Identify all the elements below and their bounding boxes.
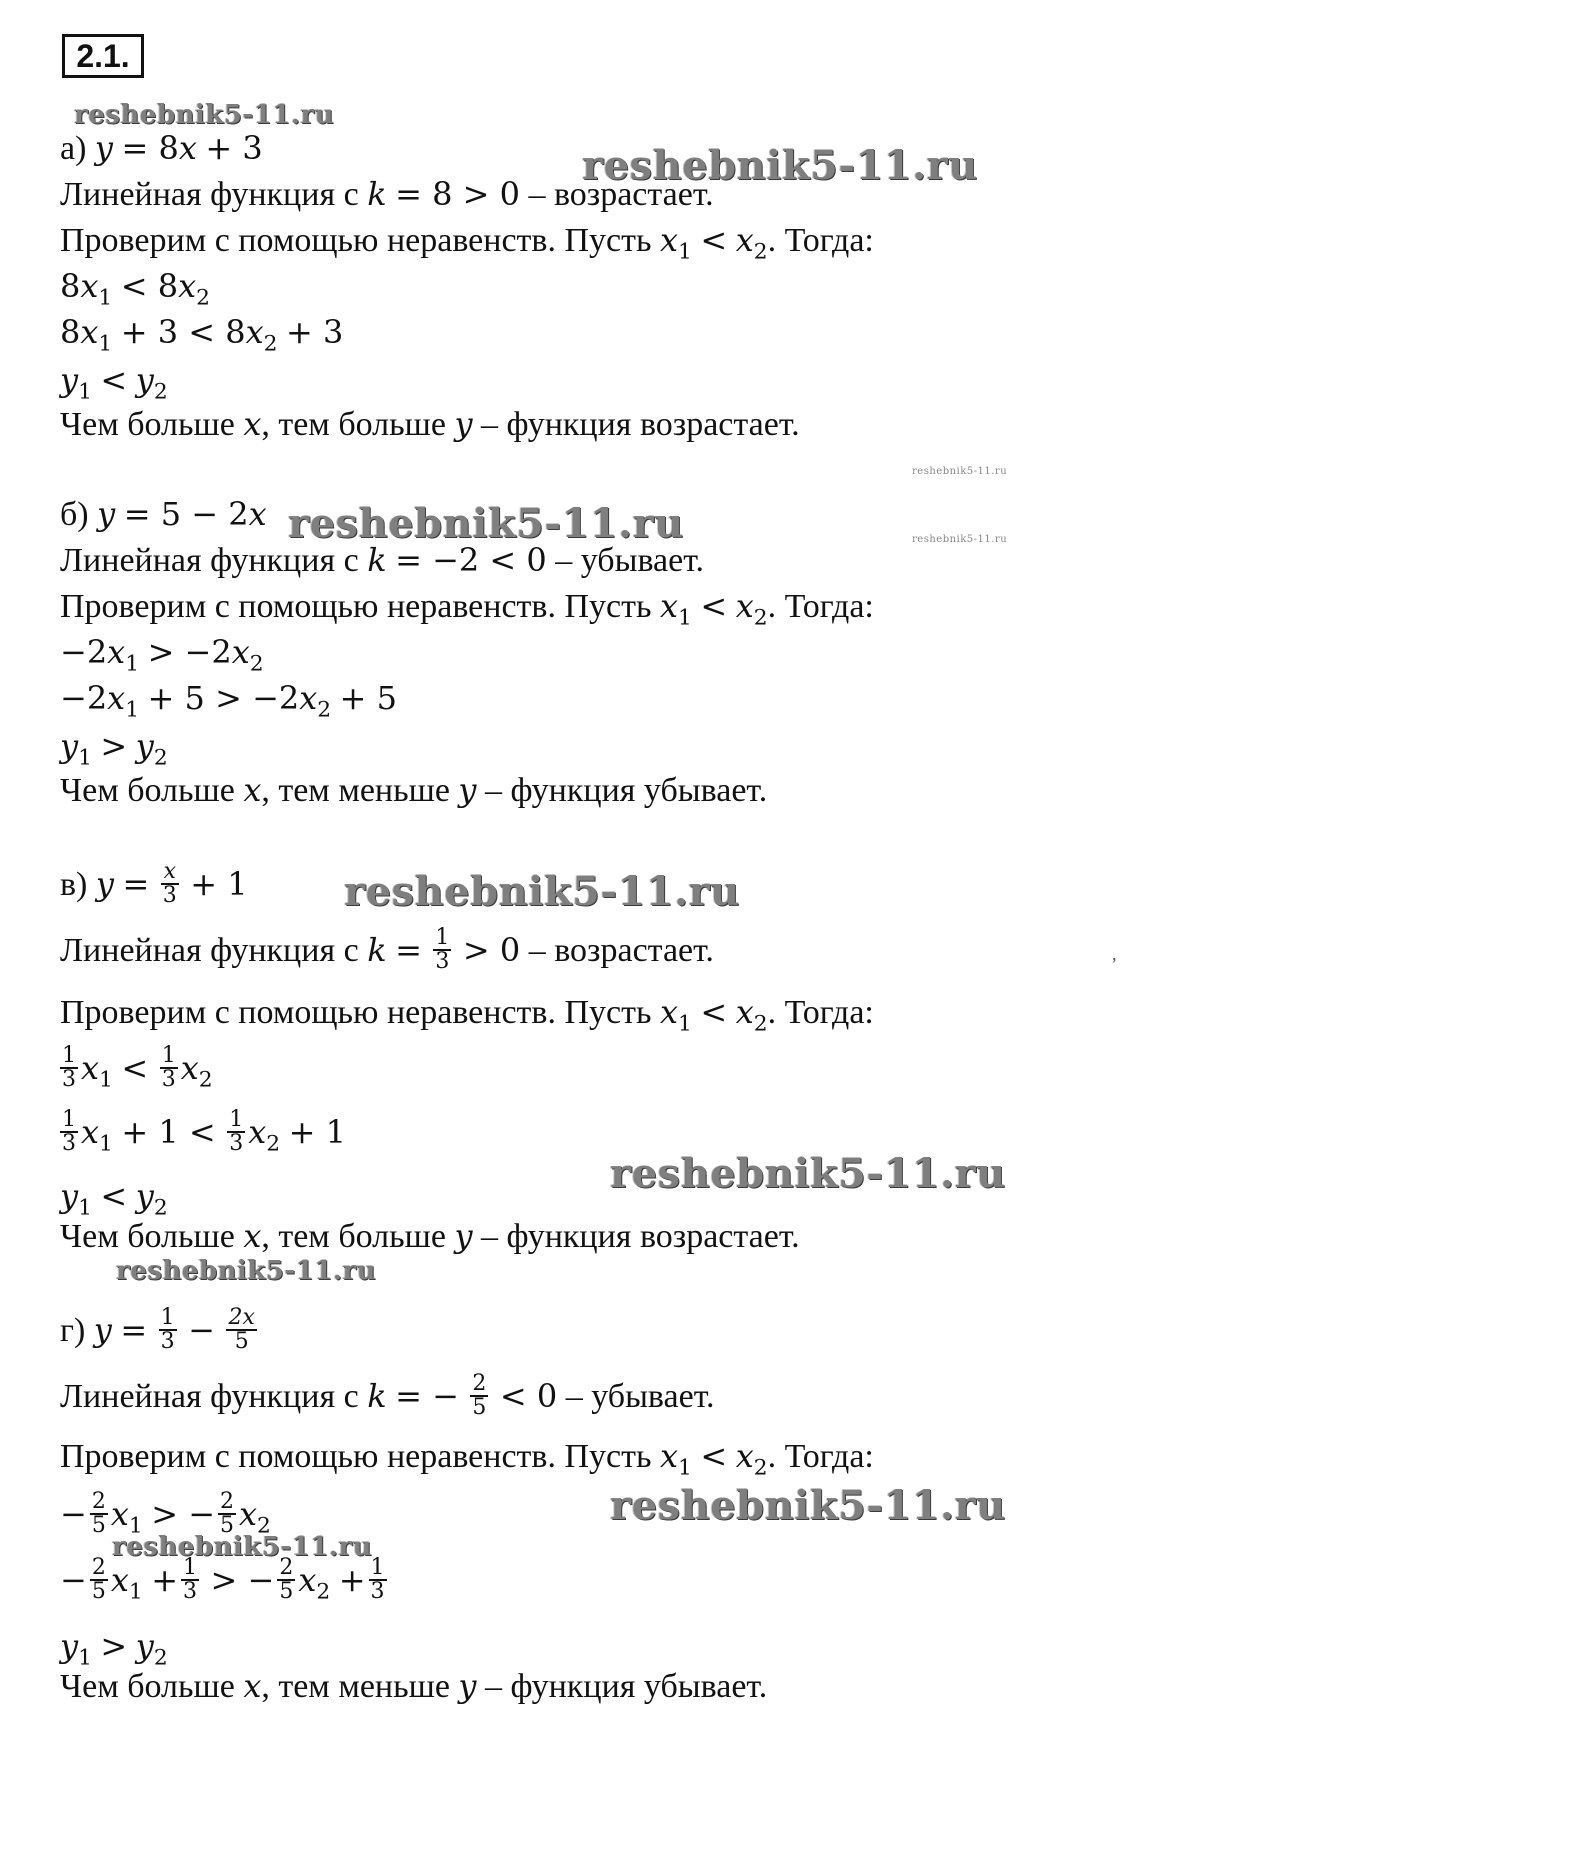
b-conclusion: Чем больше x, тем меньше y – функция убывает.	[60, 771, 768, 809]
d-linear-statement: Линейная функция с k = − $\frac{2}{5}$ < 0 – убывает.	[60, 1371, 715, 1421]
c-linear-statement: Линейная функция с k = $\frac{1}{3}$ > 0 – возрастает.	[60, 925, 714, 975]
watermark: reshebnik5-11.ru	[582, 142, 978, 189]
watermark: reshebnik5-11.ru	[610, 1482, 1006, 1529]
a-equation: а) y = 8x + 3	[60, 129, 263, 167]
c-conclusion: Чем больше x, тем больше y – функция возрастает.	[60, 1217, 800, 1255]
c-equation: в) y = $\frac{x}{3}$ + 1	[60, 859, 248, 909]
d-step-1: − $\frac{2}{5}$ $x_1$ > − $\frac{2}{5}$ $x_2$	[60, 1489, 271, 1539]
a-step-2: $8x_1 + 3 < 8x_2 + 3$	[60, 313, 344, 357]
stray-mark: ,	[1112, 944, 1117, 964]
d-equation: г) y = $\frac{1}{3}$ − $\frac{2x}{5}$	[60, 1305, 255, 1355]
c-step-2: $\frac{1}{3}$ $x_1 + 1$ < $\frac{1}{3}$ $x_2 + 1$	[62, 1107, 346, 1157]
d-check-statement: Проверим с помощью неравенств. Пусть $x_1 < x_2$. Тогда:	[60, 1437, 874, 1481]
watermark: reshebnik5-11.ru	[912, 466, 1008, 477]
d-conclusion: Чем больше x, тем меньше y – функция убывает.	[60, 1667, 768, 1705]
b-check-statement: Проверим с помощью неравенств. Пусть $x_1 < x_2$. Тогда:	[60, 587, 874, 631]
watermark: reshebnik5-11.ru	[610, 1150, 1006, 1197]
c-step-1: $\frac{1}{3}$ $x_1$ < $\frac{1}{3}$ $x_2$	[62, 1043, 213, 1093]
b-step-1: $-2x_1 > -2x_2$	[60, 633, 264, 677]
a-linear-statement: Линейная функция с k = 8 > 0 – возрастает.	[60, 175, 714, 213]
a-step-3: $y_1 < y_2$	[60, 361, 168, 405]
d-step-3: $y_1 > y_2$	[60, 1627, 168, 1671]
a-conclusion: Чем больше x, тем больше y – функция возрастает.	[60, 405, 800, 443]
watermark: reshebnik5-11.ru	[344, 868, 740, 915]
b-step-3: $y_1 > y_2$	[60, 727, 168, 771]
b-step-2: $-2x_1 + 5 > -2x_2 + 5$	[60, 679, 397, 723]
a-check-statement: Проверим с помощью неравенств. Пусть $x_1 < x_2$. Тогда:	[60, 221, 874, 265]
c-check-statement: Проверим с помощью неравенств. Пусть $x_1 < x_2$. Тогда:	[60, 993, 874, 1037]
watermark: reshebnik5-11.ru	[74, 100, 335, 130]
b-linear-statement: Линейная функция с k = −2 < 0 – убывает.	[60, 541, 705, 579]
watermark: reshebnik5-11.ru	[112, 1532, 373, 1562]
a-step-1: $8x_1 < 8x_2$	[60, 267, 210, 311]
watermark: reshebnik5-11.ru	[912, 534, 1008, 545]
d-step-2: − $\frac{2}{5}$ $x_1$ + $\frac{1}{3}$ > − $\frac{2}{5}$ $x_2$ + $\frac{1}{3}$	[60, 1555, 385, 1605]
b-equation: б) y = 5 − 2x	[60, 495, 267, 533]
c-step-3: $y_1 < y_2$	[60, 1177, 168, 1221]
watermark: reshebnik5-11.ru	[288, 500, 684, 547]
watermark: reshebnik5-11.ru	[116, 1256, 377, 1286]
problem-number: 2.1.	[62, 34, 144, 78]
